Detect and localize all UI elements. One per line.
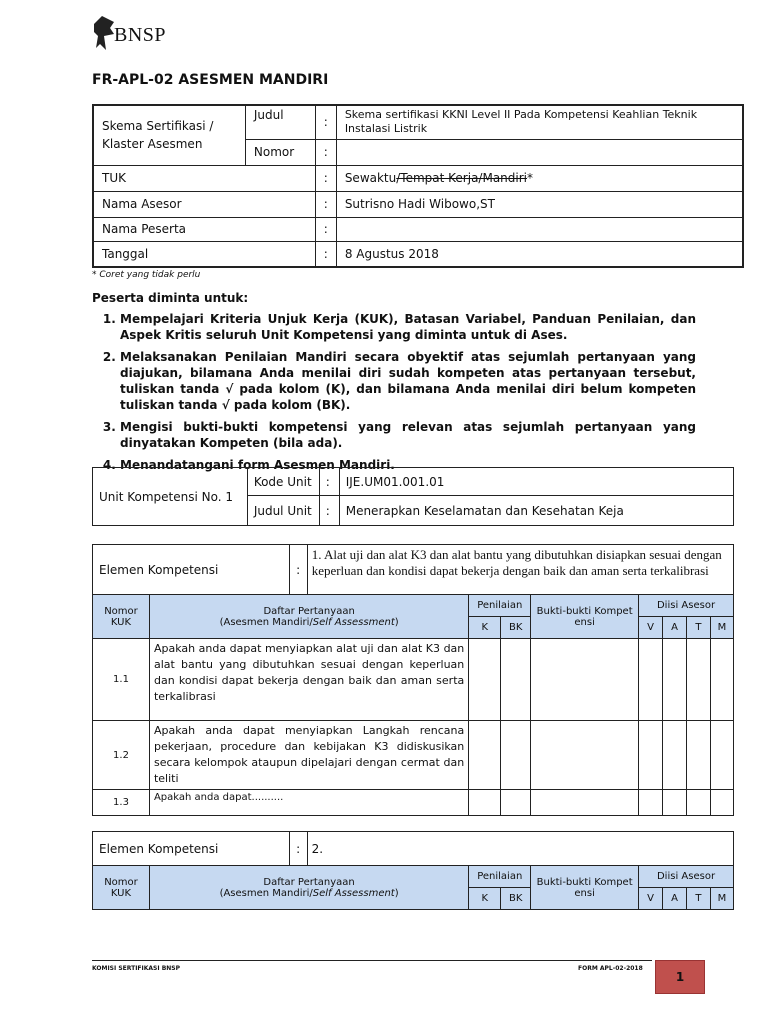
nomor-label: Nomor (245, 139, 315, 165)
asesor-label: Nama Asesor (93, 191, 315, 217)
elemen-value: 1. Alat uji dan alat K3 dan alat bantu yang dibutuhkan disiapkan sesuai dengan keperluan dan kondisi dapat bekerja dengan baik dan aman serta terkalibrasi (307, 545, 733, 595)
table-row (93, 639, 734, 721)
table-row (93, 790, 734, 816)
elemen-label: Elemen Kompetensi (93, 832, 290, 866)
footer-divider (92, 960, 652, 961)
v-cell[interactable] (639, 790, 663, 816)
instructions-list (92, 311, 696, 473)
diisi-asesor-header: Diisi Asesor (639, 866, 734, 888)
assessment-table-2 (92, 831, 734, 910)
daftar-pertanyaan-header (149, 866, 468, 910)
peserta-value (336, 217, 743, 241)
colon: : (315, 217, 336, 241)
unit-label: Unit Kompetensi No. 1 (93, 468, 248, 526)
t-cell[interactable] (687, 639, 711, 721)
m-cell[interactable] (710, 639, 733, 721)
colon: : (289, 545, 307, 595)
peserta-label: Nama Peserta (93, 217, 315, 241)
a-header: A (663, 617, 687, 639)
bukti-header: Bukti-bukti Kompet ensi (531, 866, 639, 910)
penilaian-header: Penilaian (469, 866, 531, 888)
instruction-item: 1. Mempelajari Kriteria Unjuk Kerja (KUK), Batasan Variabel, Panduan Penilaian, dan Aspek Kritis seluruh Unit Kompetensi yang diminta untuk di Ases. (120, 311, 696, 343)
judul-value: Skema sertifikasi KKNI Level II Pada Kompetensi Keahlian Teknik Instalasi Listrik (336, 105, 743, 139)
t-cell[interactable] (687, 721, 711, 790)
bk-checkbox[interactable] (501, 639, 531, 721)
judul-unit-label: Judul Unit (247, 496, 319, 526)
instruction-item: 2. Melaksanakan Penilaian Mandiri secara obyektif atas sejumlah pertanyaan yang diajukan, bilamana Anda menilai diri sudah kompeten atas pertanyaan tersebut, tuliskan tanda √ pada kolom (K), dan bilamana Anda menilai diri belum kompeten tuliskan tanda √ pada kolom (BK). (120, 349, 696, 413)
tuk-label: TUK (93, 165, 315, 191)
bk-header: BK (501, 888, 531, 910)
instruction-item: 3. Mengisi bukti-bukti kompetensi yang relevan atas sejumlah pertanyaan yang dinyatakan Kompeten (bila ada). (120, 419, 696, 451)
t-header: T (686, 888, 710, 910)
instruction-item: 4. Menandatangani form Asesmen Mandiri. (120, 457, 696, 473)
colon: : (315, 139, 336, 165)
v-cell[interactable] (639, 721, 663, 790)
colon: : (315, 105, 336, 139)
colon: : (315, 241, 336, 267)
page-number: 1 (655, 960, 705, 994)
kuk-number: 1.1 (93, 639, 150, 721)
scheme-info-table (92, 104, 744, 268)
footer-left: KOMISI SERTIFIKASI BNSP (92, 965, 181, 972)
skema-label: Skema Sertifikasi / Klaster Asesmen (93, 105, 245, 165)
tanggal-value: 8 Agustus 2018 (336, 241, 743, 267)
form-title: FR-APL-02 ASESMEN MANDIRI (92, 72, 329, 88)
bk-checkbox[interactable] (501, 721, 531, 790)
v-header: V (639, 617, 663, 639)
t-cell[interactable] (687, 790, 711, 816)
strike-note: * Coret yang tidak perlu (92, 270, 201, 280)
logo-text: BNSP (114, 24, 167, 46)
kode-unit-label: Kode Unit (247, 468, 319, 496)
colon: : (315, 191, 336, 217)
k-checkbox[interactable] (469, 639, 501, 721)
unit-table (92, 467, 734, 526)
daftar-pertanyaan-header (149, 595, 468, 639)
bukti-cell[interactable] (531, 639, 639, 721)
kode-unit-value: IJE.UM01.001.01 (339, 468, 733, 496)
m-cell[interactable] (710, 790, 733, 816)
m-cell[interactable] (710, 721, 733, 790)
table-row (93, 721, 734, 790)
a-cell[interactable] (663, 639, 687, 721)
daftar-title: Daftar Pertanyaan (263, 605, 355, 617)
k-header: K (469, 617, 501, 639)
judul-unit-value: Menerapkan Keselamatan dan Kesehatan Keja (339, 496, 733, 526)
bnsp-logo (92, 14, 182, 58)
bk-checkbox[interactable] (501, 790, 531, 816)
bukti-cell[interactable] (531, 721, 639, 790)
a-cell[interactable] (663, 790, 687, 816)
question-text: Apakah anda dapat.......... (149, 790, 468, 816)
colon: : (289, 832, 307, 866)
k-checkbox[interactable] (469, 790, 501, 816)
instructions (92, 291, 696, 479)
penilaian-header: Penilaian (469, 595, 531, 617)
footer-right: FORM APL-02-2018 (578, 965, 643, 972)
m-header: M (710, 888, 733, 910)
question-text: Apakah anda dapat menyiapkan alat uji dan alat K3 dan alat bantu yang dibutuhkan sesuai dengan keperluan dan kondisi dapat bekerja dengan baik dan aman serta terkalibrasi (149, 639, 468, 721)
tuk-asterisk: * (527, 171, 533, 185)
a-cell[interactable] (663, 721, 687, 790)
kuk-number: 1.3 (93, 790, 150, 816)
t-header: T (687, 617, 711, 639)
colon: : (315, 165, 336, 191)
tuk-value (336, 165, 743, 191)
tuk-struck-options: /Tempat Kerja/Mandiri (396, 171, 527, 185)
v-header: V (639, 888, 663, 910)
elemen-label: Elemen Kompetensi (93, 545, 290, 595)
instructions-heading: Peserta diminta untuk: (92, 291, 249, 305)
assessment-table-1 (92, 544, 734, 816)
elemen-value: 2. (307, 832, 733, 866)
daftar-subtitle: (Asesmen Mandiri/Self Assessment) (219, 887, 399, 899)
question-text: Apakah anda dapat menyiapkan Langkah rencana pekerjaan, procedure dan kebijakan K3 didiskusikan secara kelompok ataupun dipelajari dengan cermat dan teliti (149, 721, 468, 790)
tanggal-label: Tanggal (93, 241, 315, 267)
garuda-emblem-icon (92, 14, 116, 54)
bukti-header: Bukti-bukti Kompet ensi (531, 595, 639, 639)
colon: : (319, 496, 339, 526)
colon: : (319, 468, 339, 496)
nomor-value (336, 139, 743, 165)
kuk-number: 1.2 (93, 721, 150, 790)
daftar-title: Daftar Pertanyaan (263, 876, 355, 888)
k-header: K (469, 888, 501, 910)
k-checkbox[interactable] (469, 721, 501, 790)
judul-label: Judul (245, 105, 315, 139)
bk-header: BK (501, 617, 531, 639)
asesor-value: Sutrisno Hadi Wibowo,ST (336, 191, 743, 217)
m-header: M (710, 617, 733, 639)
nomor-kuk-header: Nomor KUK (93, 595, 150, 639)
bukti-cell[interactable] (531, 790, 639, 816)
tuk-sewaktu: Sewaktu (344, 171, 397, 185)
diisi-asesor-header: Diisi Asesor (639, 595, 734, 617)
nomor-kuk-header: Nomor KUK (93, 866, 150, 910)
v-cell[interactable] (639, 639, 663, 721)
daftar-subtitle: (Asesmen Mandiri/Self Assessment) (219, 616, 399, 628)
a-header: A (663, 888, 687, 910)
